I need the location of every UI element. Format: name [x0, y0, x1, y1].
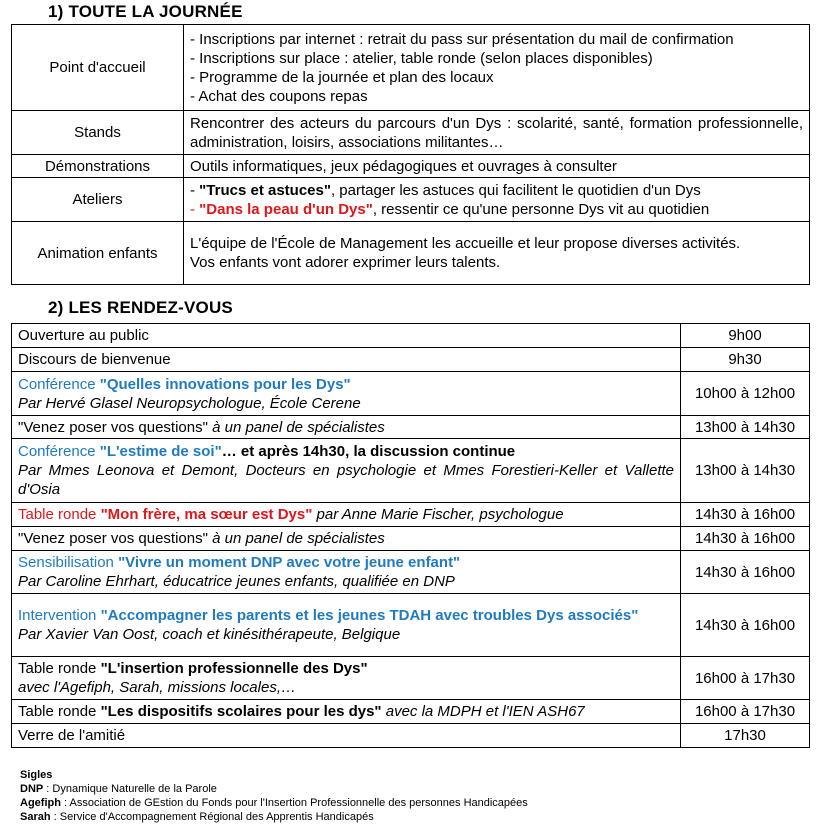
- event-time: 16h00 à 17h30: [681, 657, 810, 700]
- event-time: 13h00 à 14h30: [681, 439, 810, 503]
- event: Conférence "L'estime de soi"… et après 14h30, la discussion continue Par Mmes Leonova et Demont, Docteurs en psychologie et Mmes Forestieri-Keller et Vallette d'Osia: [12, 439, 681, 503]
- event-time: 14h30 à 16h00: [681, 551, 810, 594]
- list-item: - Programme de la journée et plan des locaux: [190, 68, 494, 86]
- all-day-table: [11, 24, 810, 285]
- note-item: Sarah : Service d'Accompagnement Régional des Apprentis Handicapés: [20, 811, 374, 823]
- row-label: Démonstrations: [12, 155, 184, 178]
- event: Table ronde "Mon frère, ma sœur est Dys" par Anne Marie Fischer, psychologue: [12, 503, 681, 527]
- event: Table ronde "L'insertion professionnelle des Dys" avec l'Agefiph, Sarah, missions locales,…: [12, 657, 681, 700]
- table-row: [12, 178, 810, 222]
- note-item: Agefiph : Association de GEstion du Fonds pour l'Insertion Professionnelle des personnes Handicapées: [20, 797, 528, 809]
- row-label: Ateliers: [12, 178, 184, 222]
- table-row: [12, 324, 810, 348]
- table-row: [12, 439, 810, 503]
- table-row: [12, 222, 810, 285]
- event-time: 9h30: [681, 348, 810, 372]
- event-time: 9h00: [681, 324, 810, 348]
- event: Verre de l'amitié: [12, 724, 681, 748]
- event: "Venez poser vos questions" à un panel de spécialistes: [12, 527, 681, 551]
- event: "Venez poser vos questions" à un panel de spécialistes: [12, 416, 681, 439]
- list-item: - "Trucs et astuces", partager les astuces qui facilitent le quotidien d'un Dys: [190, 181, 701, 199]
- event-time: 16h00 à 17h30: [681, 700, 810, 724]
- note-item: DNP : Dynamique Naturelle de la Parole: [20, 783, 217, 795]
- table-row: [12, 551, 810, 594]
- table-row: [12, 155, 810, 178]
- table-row: [12, 503, 810, 527]
- event: Ouverture au public: [12, 324, 681, 348]
- table-row: [12, 372, 810, 416]
- event: Sensibilisation "Vivre un moment DNP avec votre jeune enfant" Par Caroline Ehrhart, éducatrice jeunes enfants, qualifiée en DNP: [12, 551, 681, 594]
- event-time: 17h30: [681, 724, 810, 748]
- row-text: Rencontrer des acteurs du parcours d'un Dys : scolarité, santé, formation professionnelle, administration, loisirs, associations militantes…: [184, 111, 810, 155]
- event-time: 14h30 à 16h00: [681, 527, 810, 551]
- row-label: Point d'accueil: [12, 25, 184, 111]
- list-item: - Inscriptions par internet : retrait du pass sur présentation du mail de confirmation: [190, 30, 734, 48]
- table-row: [12, 25, 810, 111]
- table-row: [12, 527, 810, 551]
- row-label: Stands: [12, 111, 184, 155]
- event: Intervention "Accompagner les parents et les jeunes TDAH avec troubles Dys associés" Par Xavier Van Oost, coach et kinésithérapeute, Belgique: [12, 594, 681, 657]
- notes-title: Sigles: [20, 769, 53, 781]
- row-text: Vos enfants vont adorer exprimer leurs talents.: [190, 254, 501, 271]
- row-text: L'équipe de l'École de Management les accueille et leur propose diverses activités.: [190, 235, 741, 252]
- table-row: [12, 111, 810, 155]
- schedule-table: [11, 323, 810, 748]
- list-item: - Inscriptions sur place : atelier, table ronde (selon places disponibles): [190, 49, 653, 67]
- table-row: [12, 700, 810, 724]
- event: Conférence "Quelles innovations pour les Dys" Par Hervé Glasel Neuropsychologue, École Cerene: [12, 372, 681, 416]
- event: Table ronde "Les dispositifs scolaires pour les dys" avec la MDPH et l'IEN ASH67: [12, 700, 681, 724]
- row-label: Animation enfants: [12, 222, 184, 285]
- event-time: 13h00 à 14h30: [681, 416, 810, 439]
- row-text: Outils informatiques, jeux pédagogiques et ouvrages à consulter: [184, 155, 810, 178]
- table-row: [12, 416, 810, 439]
- table-row: [12, 657, 810, 700]
- acronyms-notes: [20, 768, 528, 824]
- section1-title: 1) TOUTE LA JOURNÉE: [48, 2, 243, 21]
- table-row: [12, 348, 810, 372]
- event: Discours de bienvenue: [12, 348, 681, 372]
- list-item: - Achat des coupons repas: [190, 87, 368, 105]
- event-time: 14h30 à 16h00: [681, 594, 810, 657]
- list-item: - "Dans la peau d'un Dys", ressentir ce qu'une personne Dys vit au quotidien: [190, 200, 710, 218]
- section2-title: 2) LES RENDEZ-VOUS: [48, 298, 233, 317]
- event-time: 10h00 à 12h00: [681, 372, 810, 416]
- table-row: [12, 594, 810, 657]
- table-row: [12, 724, 810, 748]
- event-time: 14h30 à 16h00: [681, 503, 810, 527]
